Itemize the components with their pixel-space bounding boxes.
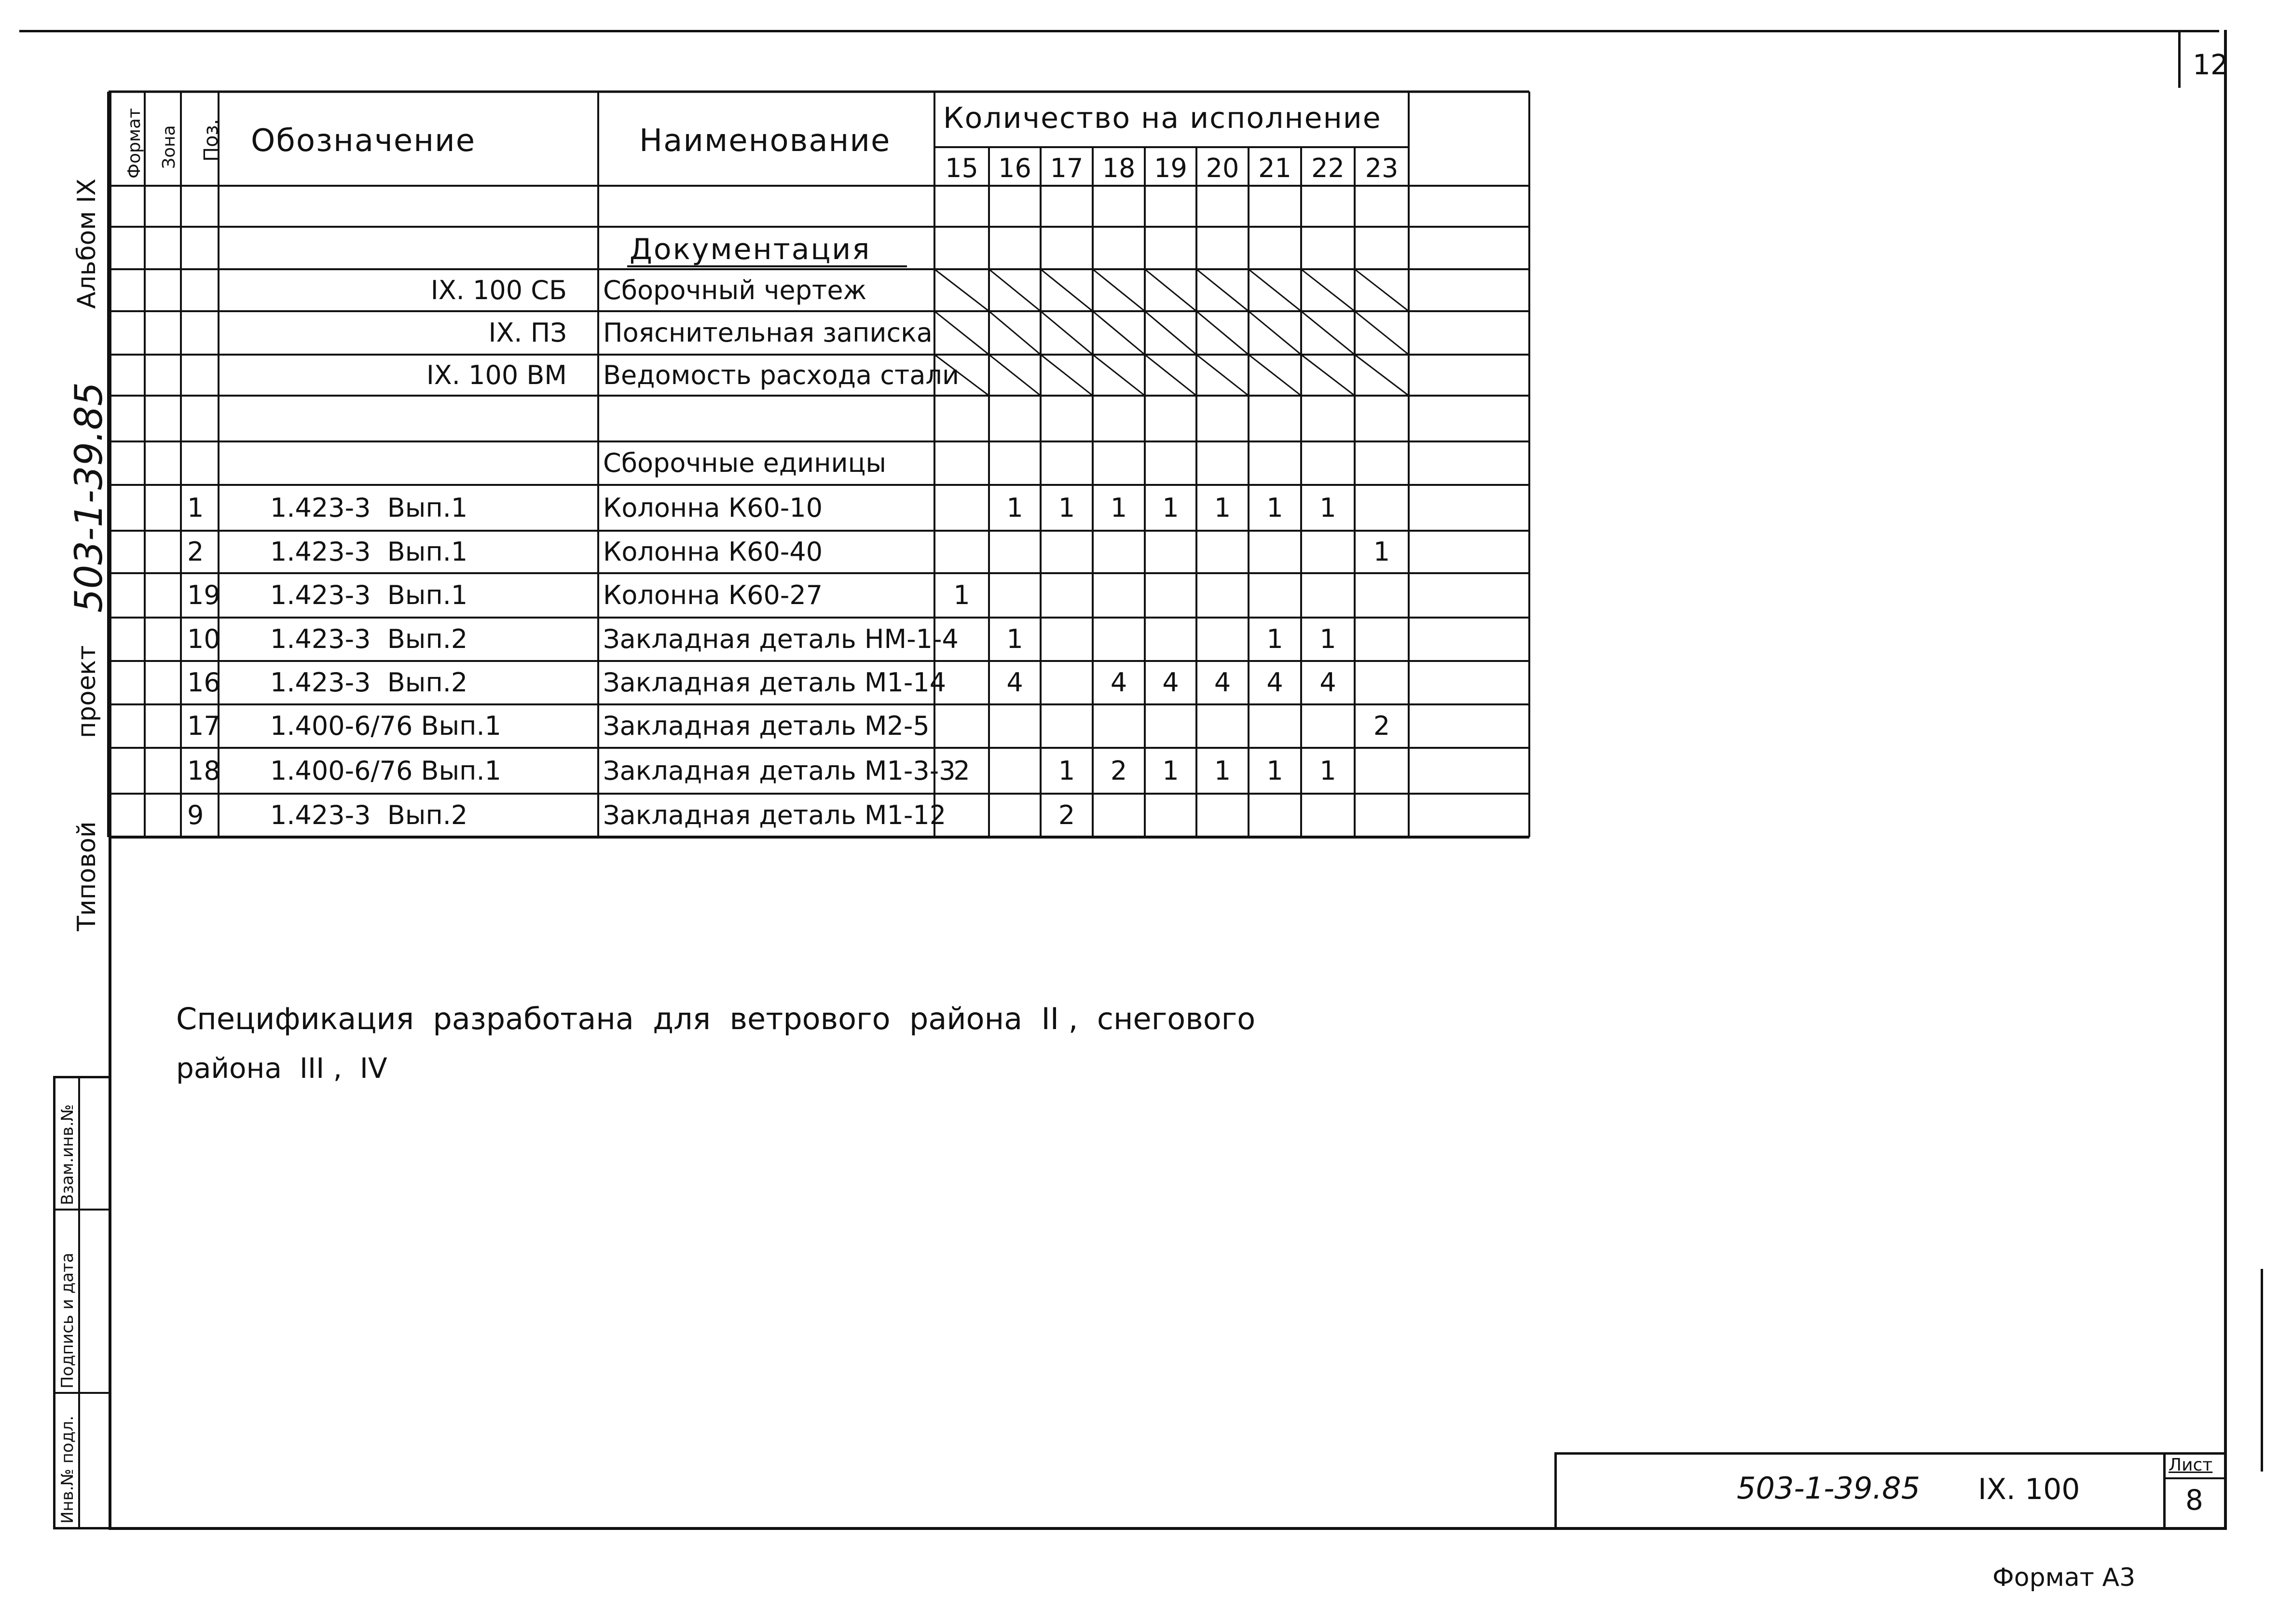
- stamp-top: [1554, 1452, 2227, 1455]
- row-pos: 1: [187, 493, 204, 523]
- hatch-mark: [934, 311, 989, 355]
- row-designation: IX. 100 СБ: [430, 275, 567, 305]
- hatch-mark: [989, 355, 1041, 396]
- row-name: Пояснительная записка: [603, 317, 933, 348]
- hatch-mark: [1355, 355, 1409, 396]
- hatch-mark: [1093, 311, 1145, 355]
- header-name: Наименование: [639, 123, 891, 159]
- hatch-mark: [1145, 355, 1196, 396]
- hatch-mark: [1041, 311, 1093, 355]
- stamp-code: 503-1-39.85: [1737, 1471, 1921, 1506]
- variant-header-16: 16: [998, 153, 1031, 183]
- row-name: Закладная деталь М2-5: [603, 711, 930, 741]
- row-designation: IX. 100 ВМ: [426, 360, 567, 390]
- section-heading: Сборочные единицы: [603, 448, 887, 478]
- hatch-mark: [1093, 355, 1145, 396]
- row-pos: 17: [187, 711, 220, 741]
- project-code-label: 503-1-39.85: [68, 382, 111, 613]
- header-qty-title: Количество на исполнение: [943, 101, 1382, 135]
- stamp-doc: IX. 100: [1978, 1473, 2080, 1506]
- inv-replace-label: Взам.инв.№: [58, 1104, 77, 1205]
- hatch-mark: [1145, 269, 1196, 311]
- qty-cell: 1: [1319, 493, 1336, 523]
- qty-cell: 4: [1006, 667, 1023, 698]
- stamp-sheet-number: 8: [2185, 1484, 2203, 1516]
- qty-cell: 4: [1266, 667, 1283, 698]
- qty-cell: 1: [1214, 493, 1231, 523]
- header-zone: Зона: [159, 125, 179, 169]
- qty-cell: 1: [1058, 756, 1075, 786]
- section-heading: Документация: [630, 233, 871, 266]
- row-designation: 1.400-6/76 Вып.1: [270, 756, 502, 786]
- row-pos: 10: [187, 624, 220, 654]
- row-designation: 1.423-3 Вып.1: [270, 493, 468, 523]
- qty-cell: 1: [1319, 756, 1336, 786]
- header-pos: Поз.: [200, 119, 222, 162]
- variant-header-19: 19: [1154, 153, 1187, 183]
- inv-orig-label: Инв.№ подл.: [58, 1416, 77, 1524]
- qty-cell: 1: [1319, 624, 1336, 654]
- hatch-mark: [1301, 311, 1355, 355]
- hatch-mark: [1355, 269, 1409, 311]
- stamp-sheet-label: Лист: [2169, 1455, 2213, 1475]
- row-name: Закладная деталь НМ-1-4: [603, 624, 959, 654]
- qty-cell: 1: [1162, 756, 1179, 786]
- stamp-left: [1554, 1452, 1557, 1529]
- qty-cell: 4: [1214, 667, 1231, 698]
- hatch-mark: [1196, 269, 1249, 311]
- hatch-mark: [1145, 311, 1196, 355]
- qty-cell: 4: [1319, 667, 1336, 698]
- hatch-mark: [989, 269, 1041, 311]
- row-designation: 1.423-3 Вып.2: [270, 624, 468, 654]
- row-name: Колонна К60-27: [603, 580, 823, 610]
- hatch-mark: [1301, 355, 1355, 396]
- variant-header-22: 22: [1311, 153, 1345, 183]
- row-name: Колонна К60-40: [603, 537, 823, 567]
- hatch-mark: [1041, 269, 1093, 311]
- row-designation: 1.423-3 Вып.2: [270, 667, 468, 698]
- sheet-corner-number: 12: [2193, 48, 2228, 81]
- format-label: Формат А3: [1992, 1563, 2136, 1592]
- sign-date-label: Подпись и дата: [58, 1252, 77, 1389]
- hatch-mark: [934, 269, 989, 311]
- header-format: Формат: [124, 108, 144, 179]
- qty-cell: 2: [1110, 756, 1127, 786]
- qty-cell: 1: [1373, 537, 1390, 567]
- qty-cell: 1: [1110, 493, 1127, 523]
- qty-cell: 1: [1006, 493, 1023, 523]
- hatch-mark: [1355, 311, 1409, 355]
- qty-cell: 4: [1162, 667, 1179, 698]
- variant-header-23: 23: [1365, 153, 1399, 183]
- variant-header-15: 15: [945, 153, 978, 183]
- hatch-mark: [1249, 269, 1301, 311]
- album-label: Альбом IX: [72, 178, 101, 309]
- row-name: Закладная деталь М1-3-3: [603, 756, 956, 786]
- row-name: Закладная деталь М1-12: [603, 800, 947, 830]
- hatch-mark: [989, 311, 1041, 355]
- variant-header-18: 18: [1102, 153, 1136, 183]
- qty-cell: 2: [1058, 800, 1075, 830]
- hatch-mark: [1249, 355, 1301, 396]
- row-name: Сборочный чертеж: [603, 275, 867, 305]
- hatch-mark: [1041, 355, 1093, 396]
- typical-label: Типовой: [72, 821, 101, 931]
- row-name: Колонна К60-10: [603, 493, 823, 523]
- qty-cell: 4: [1110, 667, 1127, 698]
- qty-cell: 1: [953, 580, 970, 610]
- row-pos: 2: [187, 537, 204, 567]
- qty-cell: 1: [1266, 493, 1283, 523]
- row-designation: 1.423-3 Вып.2: [270, 800, 468, 830]
- row-designation: 1.423-3 Вып.1: [270, 580, 468, 610]
- variant-header-20: 20: [1206, 153, 1239, 183]
- row-designation: IX. ПЗ: [488, 317, 567, 348]
- row-pos: 9: [187, 800, 204, 830]
- row-name: Закладная деталь М1-14: [603, 667, 947, 698]
- hatch-mark: [1301, 269, 1355, 311]
- qty-cell: 1: [1266, 624, 1283, 654]
- note-line-2: района III , IV: [176, 1052, 387, 1085]
- row-pos: 19: [187, 580, 220, 610]
- qty-cell: 1: [1006, 624, 1023, 654]
- header-designation: Обозначение: [251, 123, 476, 159]
- row-name: Ведомость расхода стали: [603, 360, 960, 390]
- qty-cell: 2: [953, 756, 970, 786]
- hatch-mark: [1196, 311, 1249, 355]
- hatch-mark: [1093, 269, 1145, 311]
- qty-cell: 1: [1058, 493, 1075, 523]
- qty-cell: 1: [1162, 493, 1179, 523]
- row-designation: 1.423-3 Вып.1: [270, 537, 468, 567]
- note-line-1: Спецификация разработана для ветрового района II , снегового: [176, 1001, 1256, 1036]
- row-pos: 18: [187, 756, 220, 786]
- hatch-mark: [1249, 311, 1301, 355]
- stamp-sheet-div: [2163, 1477, 2226, 1479]
- stamp-sheet-left: [2163, 1452, 2166, 1529]
- project-label: проект: [72, 645, 101, 738]
- hatch-mark: [1196, 355, 1249, 396]
- variant-header-21: 21: [1258, 153, 1291, 183]
- row-designation: 1.400-6/76 Вып.1: [270, 711, 502, 741]
- qty-cell: 1: [1266, 756, 1283, 786]
- qty-cell: 1: [1214, 756, 1231, 786]
- row-pos: 16: [187, 667, 220, 698]
- variant-header-17: 17: [1050, 153, 1084, 183]
- qty-cell: 2: [1373, 711, 1390, 741]
